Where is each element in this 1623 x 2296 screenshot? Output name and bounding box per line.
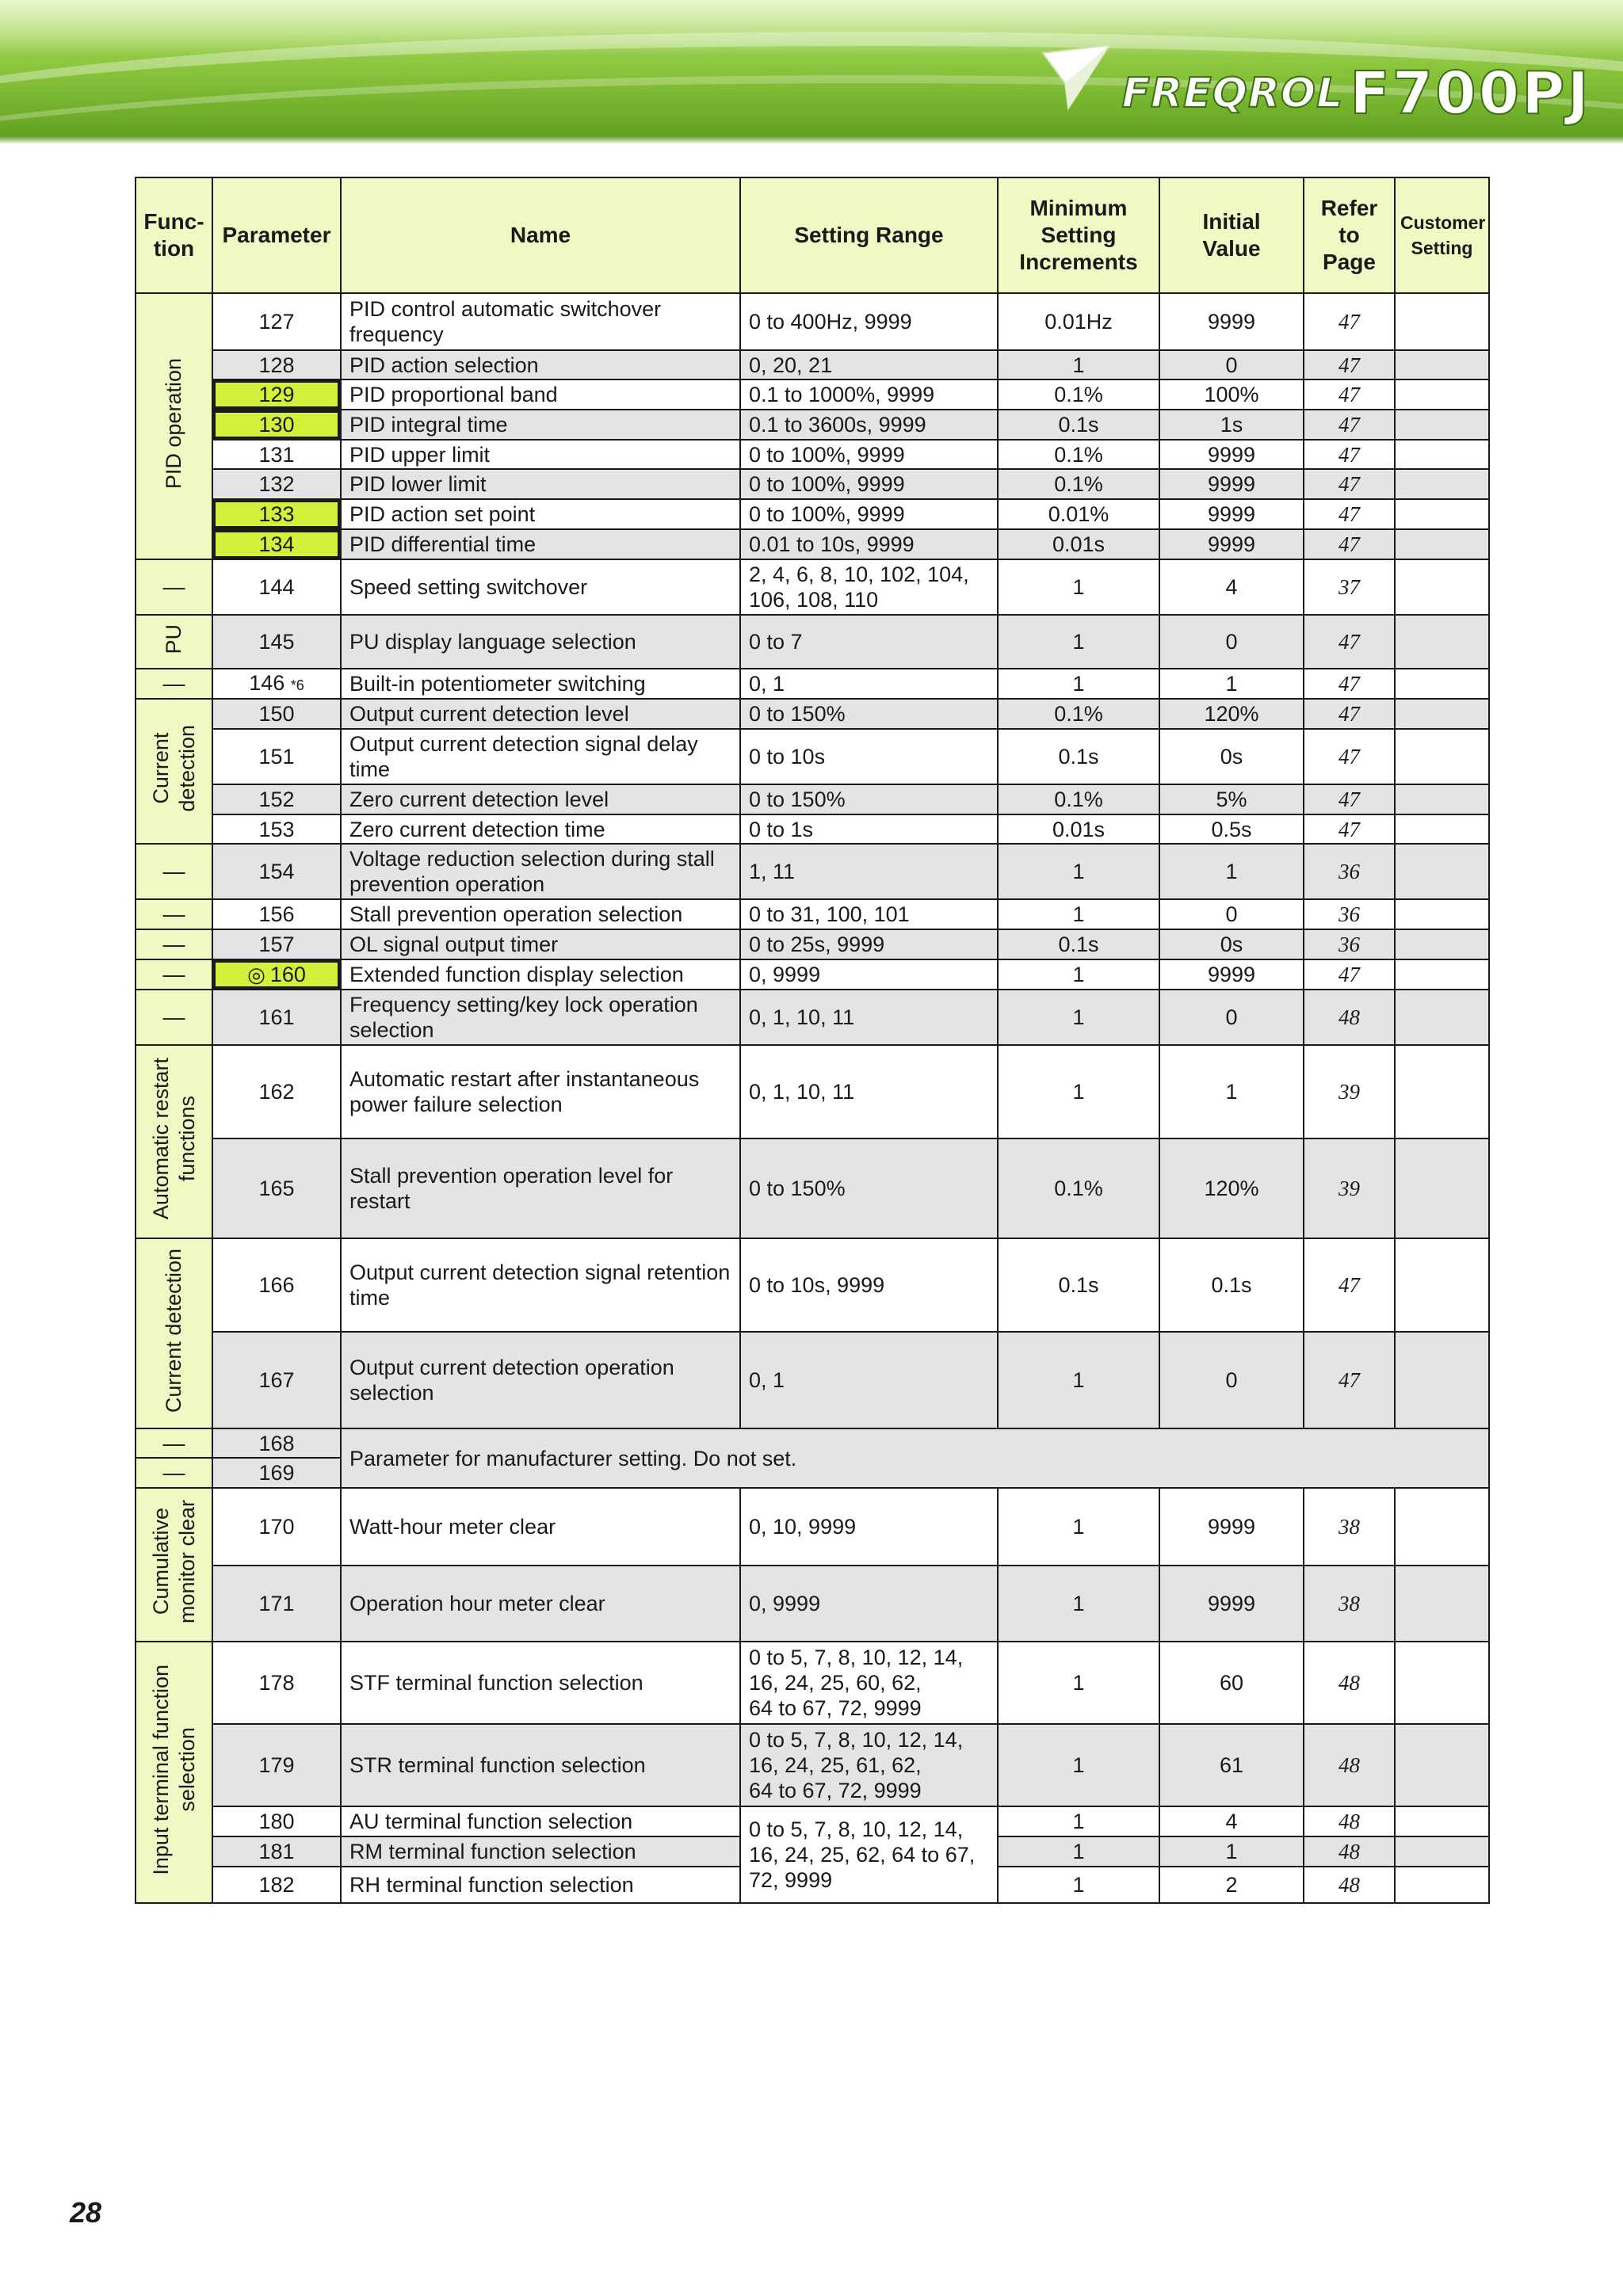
name-cell: Output current detection operation selection <box>341 1332 740 1428</box>
table-row <box>136 990 1489 1045</box>
group-label-none: — <box>136 669 212 699</box>
brand-logo <box>1037 59 1591 128</box>
brand-model: F700PJ <box>1350 59 1591 128</box>
param-cell: 165 <box>212 1138 341 1238</box>
range-cell: 0 to 100%, 9999 <box>740 499 998 529</box>
increment-cell: 1 <box>998 615 1159 669</box>
range-cell: 0 to 7 <box>740 615 998 669</box>
page-ref-cell: 39 <box>1304 1138 1395 1238</box>
param-cell: 157 <box>212 929 341 959</box>
increment-cell: 1 <box>998 1332 1159 1428</box>
increment-cell: 1 <box>998 1488 1159 1566</box>
table-row <box>136 1332 1489 1428</box>
name-cell: Extended function display selection <box>341 959 740 990</box>
range-cell: 0 to 1s <box>740 814 998 844</box>
name-cell: PID integral time <box>341 410 740 440</box>
name-cell: Watt-hour meter clear <box>341 1488 740 1566</box>
page-ref-cell: 47 <box>1304 699 1395 729</box>
increment-cell: 1 <box>998 844 1159 899</box>
increment-cell: 1 <box>998 990 1159 1045</box>
group-label-cumulative-monitor: Cumulative monitor clear <box>136 1488 212 1642</box>
increment-cell: 0.01s <box>998 529 1159 559</box>
param-cell-highlighted: 130 <box>212 410 341 440</box>
increment-cell: 1 <box>998 1566 1159 1642</box>
page-ref-cell: 48 <box>1304 1806 1395 1836</box>
table-row <box>136 293 1489 350</box>
customer-setting-cell <box>1395 440 1489 469</box>
brand-series: FREQROL <box>1121 70 1344 117</box>
group-label-input-terminal: Input terminal function selection <box>136 1642 212 1903</box>
range-cell: 0 to 100%, 9999 <box>740 469 998 499</box>
name-cell: PID proportional band <box>341 379 740 410</box>
range-cell-shared: 0 to 5, 7, 8, 10, 12, 14, 16, 24, 25, 62, 64 to 67, 72, 9999 <box>740 1806 998 1903</box>
initial-cell: 4 <box>1159 559 1304 615</box>
name-cell: Voltage reduction selection during stall prevention operation <box>341 844 740 899</box>
increment-cell: 0.1s <box>998 410 1159 440</box>
page-ref-cell: 47 <box>1304 469 1395 499</box>
range-cell: 0.01 to 10s, 9999 <box>740 529 998 559</box>
col-header-setting-range: Setting Range <box>740 177 998 293</box>
range-cell: 0, 1, 10, 11 <box>740 1045 998 1138</box>
increment-cell: 1 <box>998 1836 1159 1867</box>
customer-setting-cell <box>1395 1836 1489 1867</box>
increment-cell: 0.1s <box>998 929 1159 959</box>
page-ref-cell: 37 <box>1304 559 1395 615</box>
increment-cell: 1 <box>998 669 1159 699</box>
initial-cell: 0.5s <box>1159 814 1304 844</box>
initial-cell: 9999 <box>1159 440 1304 469</box>
name-cell: Output current detection signal retention time <box>341 1238 740 1332</box>
initial-cell: 5% <box>1159 784 1304 814</box>
manufacturer-note: Parameter for manufacturer setting. Do not set. <box>341 1428 1489 1488</box>
increment-cell: 1 <box>998 959 1159 990</box>
name-cell: STF terminal function selection <box>341 1642 740 1724</box>
name-cell: PID differential time <box>341 529 740 559</box>
group-label-none: — <box>136 959 212 990</box>
initial-cell: 61 <box>1159 1724 1304 1806</box>
page-ref-cell: 48 <box>1304 1724 1395 1806</box>
increment-cell: 0.1s <box>998 1238 1159 1332</box>
customer-setting-cell <box>1395 1138 1489 1238</box>
table-row <box>136 559 1489 615</box>
range-cell: 0.1 to 1000%, 9999 <box>740 379 998 410</box>
param-cell-highlighted: 129 <box>212 379 341 410</box>
page-ref-cell: 47 <box>1304 350 1395 379</box>
table-row <box>136 729 1489 784</box>
initial-cell: 0 <box>1159 899 1304 929</box>
table-row <box>136 350 1489 379</box>
table-row <box>136 1806 1489 1836</box>
range-cell: 0 to 10s <box>740 729 998 784</box>
increment-cell: 1 <box>998 1867 1159 1903</box>
param-cell: 169 <box>212 1458 341 1488</box>
param-cell-highlighted: 133 <box>212 499 341 529</box>
header-banner <box>0 0 1623 144</box>
name-cell: Zero current detection level <box>341 784 740 814</box>
customer-setting-cell <box>1395 1566 1489 1642</box>
page-ref-cell: 47 <box>1304 669 1395 699</box>
name-cell: Output current detection level <box>341 699 740 729</box>
param-cell: 178 <box>212 1642 341 1724</box>
name-cell: Speed setting switchover <box>341 559 740 615</box>
page-ref-cell: 47 <box>1304 529 1395 559</box>
page-ref-cell: 47 <box>1304 379 1395 410</box>
range-cell: 0 to 150% <box>740 784 998 814</box>
customer-setting-cell <box>1395 990 1489 1045</box>
initial-cell: 0 <box>1159 615 1304 669</box>
page-ref-cell: 47 <box>1304 499 1395 529</box>
table-row <box>136 929 1489 959</box>
param-cell: 179 <box>212 1724 341 1806</box>
initial-cell: 0 <box>1159 990 1304 1045</box>
name-cell: OL signal output timer <box>341 929 740 959</box>
range-cell: 0 to 25s, 9999 <box>740 929 998 959</box>
param-cell: 152 <box>212 784 341 814</box>
customer-setting-cell <box>1395 1724 1489 1806</box>
param-cell: 182 <box>212 1867 341 1903</box>
customer-setting-cell <box>1395 379 1489 410</box>
initial-cell: 9999 <box>1159 1488 1304 1566</box>
name-cell: Automatic restart after instantaneous power failure selection <box>341 1045 740 1138</box>
initial-cell: 0 <box>1159 1332 1304 1428</box>
param-cell: 146 *6 <box>212 669 341 699</box>
param-cell: 156 <box>212 899 341 929</box>
param-cell: 150 <box>212 699 341 729</box>
table-header-row <box>136 177 1489 293</box>
name-cell: Frequency setting/key lock operation selection <box>341 990 740 1045</box>
param-cell: 180 <box>212 1806 341 1836</box>
name-cell: Stall prevention operation selection <box>341 899 740 929</box>
range-cell: 2, 4, 6, 8, 10, 102, 104, 106, 108, 110 <box>740 559 998 615</box>
page-ref-cell: 47 <box>1304 440 1395 469</box>
table-row <box>136 1238 1489 1332</box>
table-row <box>136 1642 1489 1724</box>
page-ref-cell: 47 <box>1304 1332 1395 1428</box>
initial-cell: 0.1s <box>1159 1238 1304 1332</box>
page-ref-cell: 38 <box>1304 1566 1395 1642</box>
range-cell: 0 to 5, 7, 8, 10, 12, 14, 16, 24, 25, 60, 62, 64 to 67, 72, 9999 <box>740 1642 998 1724</box>
increment-cell: 1 <box>998 1045 1159 1138</box>
page-ref-cell: 47 <box>1304 729 1395 784</box>
parameter-table <box>135 177 1490 1904</box>
footnote-mark: *6 <box>290 677 304 693</box>
name-cell: PID control automatic switchover frequency <box>341 293 740 350</box>
page-ref-cell: 47 <box>1304 959 1395 990</box>
range-cell: 0, 20, 21 <box>740 350 998 379</box>
table-row <box>136 469 1489 499</box>
table-row <box>136 814 1489 844</box>
group-label-none: — <box>136 929 212 959</box>
col-header-initial-value: Initial Value <box>1159 177 1304 293</box>
initial-cell: 9999 <box>1159 529 1304 559</box>
customer-setting-cell <box>1395 729 1489 784</box>
range-cell: 0, 9999 <box>740 959 998 990</box>
increment-cell: 0.01Hz <box>998 293 1159 350</box>
customer-setting-cell <box>1395 814 1489 844</box>
range-cell: 0 to 5, 7, 8, 10, 12, 14, 16, 24, 25, 61, 62, 64 to 67, 72, 9999 <box>740 1724 998 1806</box>
initial-cell: 9999 <box>1159 959 1304 990</box>
increment-cell: 1 <box>998 1806 1159 1836</box>
increment-cell: 1 <box>998 559 1159 615</box>
table-row <box>136 1566 1489 1642</box>
param-cell: 145 <box>212 615 341 669</box>
name-cell: PID upper limit <box>341 440 740 469</box>
increment-cell: 1 <box>998 1642 1159 1724</box>
param-cell: 127 <box>212 293 341 350</box>
customer-setting-cell <box>1395 844 1489 899</box>
col-header-min-increments: Minimum Setting Increments <box>998 177 1159 293</box>
page-ref-cell: 47 <box>1304 814 1395 844</box>
name-cell: PID action set point <box>341 499 740 529</box>
range-cell: 0 to 31, 100, 101 <box>740 899 998 929</box>
increment-cell: 0.1% <box>998 784 1159 814</box>
initial-cell: 9999 <box>1159 1566 1304 1642</box>
customer-setting-cell <box>1395 959 1489 990</box>
increment-cell: 0.1% <box>998 440 1159 469</box>
customer-setting-cell <box>1395 293 1489 350</box>
param-cell: 132 <box>212 469 341 499</box>
name-cell: Operation hour meter clear <box>341 1566 740 1642</box>
param-cell: 128 <box>212 350 341 379</box>
page-ref-cell: 47 <box>1304 784 1395 814</box>
increment-cell: 0.01% <box>998 499 1159 529</box>
range-cell: 0, 9999 <box>740 1566 998 1642</box>
initial-cell: 2 <box>1159 1867 1304 1903</box>
table-row <box>136 615 1489 669</box>
customer-setting-cell <box>1395 1806 1489 1836</box>
col-header-customer-setting: Customer Setting <box>1395 177 1489 293</box>
banner-fade <box>0 136 1623 144</box>
increment-cell: 0.01s <box>998 814 1159 844</box>
range-cell: 0 to 100%, 9999 <box>740 440 998 469</box>
group-label-current-detection: Current detection <box>136 1238 212 1428</box>
range-cell: 0 to 150% <box>740 699 998 729</box>
increment-cell: 0.1% <box>998 469 1159 499</box>
customer-setting-cell <box>1395 559 1489 615</box>
initial-cell: 0s <box>1159 729 1304 784</box>
name-cell: STR terminal function selection <box>341 1724 740 1806</box>
name-cell: Zero current detection time <box>341 814 740 844</box>
customer-setting-cell <box>1395 899 1489 929</box>
page-ref-cell: 36 <box>1304 899 1395 929</box>
param-cell: 162 <box>212 1045 341 1138</box>
group-label-none: — <box>136 899 212 929</box>
page-ref-cell: 39 <box>1304 1045 1395 1138</box>
double-circle-icon: ◎ <box>247 963 265 986</box>
table-row <box>136 699 1489 729</box>
page-ref-cell: 38 <box>1304 1488 1395 1566</box>
range-cell: 0, 10, 9999 <box>740 1488 998 1566</box>
table-row <box>136 499 1489 529</box>
table-row <box>136 669 1489 699</box>
col-header-refer-page: Refer to Page <box>1304 177 1395 293</box>
page-ref-cell: 48 <box>1304 1642 1395 1724</box>
increment-cell: 1 <box>998 899 1159 929</box>
name-cell: PID action selection <box>341 350 740 379</box>
param-cell: 144 <box>212 559 341 615</box>
increment-cell: 0.1% <box>998 699 1159 729</box>
customer-setting-cell <box>1395 1642 1489 1724</box>
group-label-none: — <box>136 1428 212 1458</box>
range-cell: 0.1 to 3600s, 9999 <box>740 410 998 440</box>
param-cell: 170 <box>212 1488 341 1566</box>
name-cell: PU display language selection <box>341 615 740 669</box>
param-cell: 166 <box>212 1238 341 1332</box>
customer-setting-cell <box>1395 669 1489 699</box>
page-number: 28 <box>70 2196 102 2229</box>
initial-cell: 1 <box>1159 1836 1304 1867</box>
range-cell: 0 to 10s, 9999 <box>740 1238 998 1332</box>
increment-cell: 0.1s <box>998 729 1159 784</box>
name-cell: AU terminal function selection <box>341 1806 740 1836</box>
page-ref-cell: 36 <box>1304 929 1395 959</box>
name-cell: Output current detection signal delay time <box>341 729 740 784</box>
page-ref-cell: 47 <box>1304 615 1395 669</box>
customer-setting-cell <box>1395 615 1489 669</box>
initial-cell: 1 <box>1159 844 1304 899</box>
table-row <box>136 1724 1489 1806</box>
increment-cell: 0.1% <box>998 379 1159 410</box>
param-cell: 154 <box>212 844 341 899</box>
group-label-current-detection: Current detection <box>136 699 212 844</box>
name-cell: Stall prevention operation level for restart <box>341 1138 740 1238</box>
table-row <box>136 1138 1489 1238</box>
group-label-none: — <box>136 990 212 1045</box>
customer-setting-cell <box>1395 1045 1489 1138</box>
initial-cell: 60 <box>1159 1642 1304 1724</box>
table-row <box>136 440 1489 469</box>
range-cell: 0, 1 <box>740 669 998 699</box>
col-header-function: Func- tion <box>136 177 212 293</box>
page-ref-cell: 47 <box>1304 410 1395 440</box>
table-row <box>136 410 1489 440</box>
table-row <box>136 1428 1489 1458</box>
group-label-none: — <box>136 1458 212 1488</box>
initial-cell: 1s <box>1159 410 1304 440</box>
customer-setting-cell <box>1395 410 1489 440</box>
range-cell: 1, 11 <box>740 844 998 899</box>
customer-setting-cell <box>1395 1488 1489 1566</box>
table-row <box>136 1488 1489 1566</box>
group-label-none: — <box>136 559 212 615</box>
table-row <box>136 529 1489 559</box>
customer-setting-cell <box>1395 1867 1489 1903</box>
page-ref-cell: 48 <box>1304 990 1395 1045</box>
table-row <box>136 784 1489 814</box>
initial-cell: 0 <box>1159 350 1304 379</box>
increment-cell: 0.1% <box>998 1138 1159 1238</box>
initial-cell: 9999 <box>1159 293 1304 350</box>
customer-setting-cell <box>1395 784 1489 814</box>
param-cell: 168 <box>212 1428 341 1458</box>
param-cell: 171 <box>212 1566 341 1642</box>
range-cell: 0, 1, 10, 11 <box>740 990 998 1045</box>
param-cell: 151 <box>212 729 341 784</box>
customer-setting-cell <box>1395 929 1489 959</box>
customer-setting-cell <box>1395 350 1489 379</box>
table-row <box>136 379 1489 410</box>
param-cell: 167 <box>212 1332 341 1428</box>
page-ref-cell: 48 <box>1304 1867 1395 1903</box>
table-row <box>136 899 1489 929</box>
table-row <box>136 1045 1489 1138</box>
group-label-none: — <box>136 844 212 899</box>
table-row <box>136 959 1489 990</box>
group-label-auto-restart: Automatic restart functions <box>136 1045 212 1238</box>
name-cell: PID lower limit <box>341 469 740 499</box>
initial-cell: 9999 <box>1159 469 1304 499</box>
initial-cell: 1 <box>1159 669 1304 699</box>
table-row <box>136 844 1489 899</box>
customer-setting-cell <box>1395 499 1489 529</box>
customer-setting-cell <box>1395 699 1489 729</box>
initial-cell: 120% <box>1159 699 1304 729</box>
param-cell: 131 <box>212 440 341 469</box>
initial-cell: 9999 <box>1159 499 1304 529</box>
increment-cell: 1 <box>998 1724 1159 1806</box>
param-cell: 153 <box>212 814 341 844</box>
name-cell: Built-in potentiometer switching <box>341 669 740 699</box>
group-label-pid: PID operation <box>136 293 212 559</box>
page-ref-cell: 48 <box>1304 1836 1395 1867</box>
page-ref-cell: 47 <box>1304 293 1395 350</box>
page-ref-cell: 36 <box>1304 844 1395 899</box>
paper-plane-icon <box>1037 44 1116 115</box>
customer-setting-cell <box>1395 529 1489 559</box>
param-cell: 181 <box>212 1836 341 1867</box>
increment-cell: 1 <box>998 350 1159 379</box>
initial-cell: 4 <box>1159 1806 1304 1836</box>
page-ref-cell: 47 <box>1304 1238 1395 1332</box>
initial-cell: 1 <box>1159 1045 1304 1138</box>
param-cell-highlighted: ◎ 160 <box>212 959 341 990</box>
param-cell: 161 <box>212 990 341 1045</box>
name-cell: RM terminal function selection <box>341 1836 740 1867</box>
param-cell-highlighted: 134 <box>212 529 341 559</box>
initial-cell: 100% <box>1159 379 1304 410</box>
initial-cell: 120% <box>1159 1138 1304 1238</box>
col-header-parameter: Parameter <box>212 177 341 293</box>
customer-setting-cell <box>1395 1332 1489 1428</box>
name-cell: RH terminal function selection <box>341 1867 740 1903</box>
group-label-pu: PU <box>136 615 212 669</box>
range-cell: 0, 1 <box>740 1332 998 1428</box>
customer-setting-cell <box>1395 469 1489 499</box>
range-cell: 0 to 400Hz, 9999 <box>740 293 998 350</box>
initial-cell: 0s <box>1159 929 1304 959</box>
col-header-name: Name <box>341 177 740 293</box>
customer-setting-cell <box>1395 1238 1489 1332</box>
range-cell: 0 to 150% <box>740 1138 998 1238</box>
